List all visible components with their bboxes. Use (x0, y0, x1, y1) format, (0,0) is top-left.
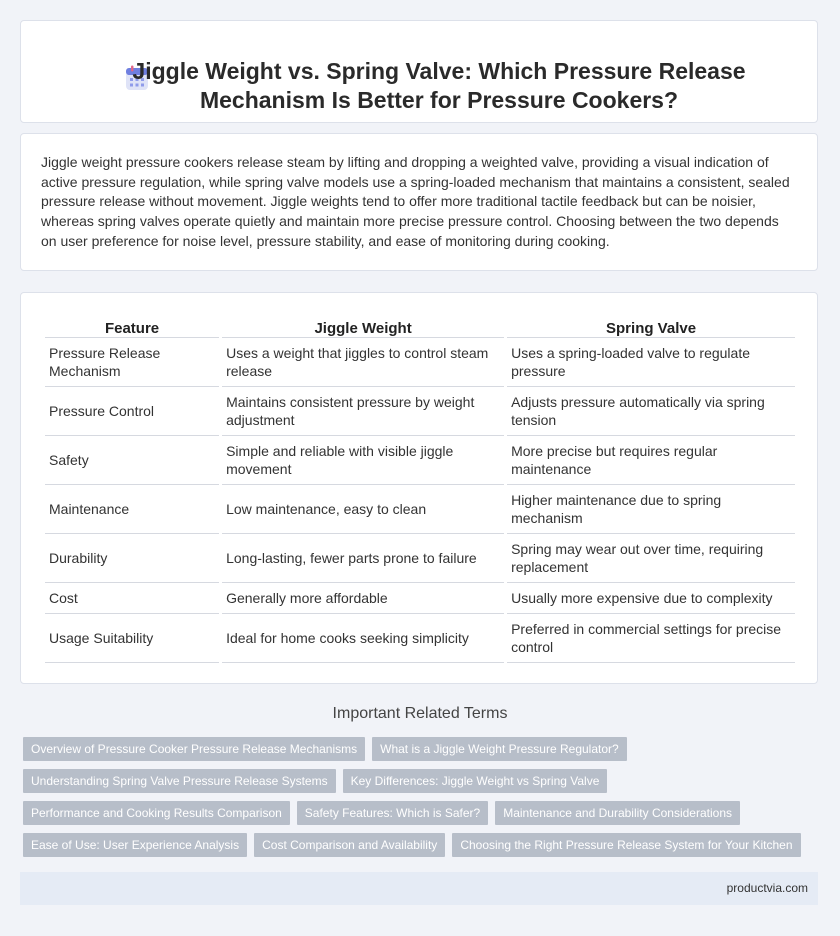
table-cell: More precise but requires regular maintenance (507, 436, 795, 485)
page-title: Jiggle Weight vs. Spring Valve: Which Pressure Release Mechanism Is Better for Pressure Cookers? (132, 58, 746, 113)
table-cell: Usage Suitability (45, 614, 219, 663)
related-term-tag[interactable]: Cost Comparison and Availability (254, 833, 445, 857)
related-terms-row (23, 769, 813, 793)
column-header-spring-valve: Spring Valve (507, 313, 795, 338)
table-cell: Low maintenance, easy to clean (222, 485, 504, 534)
table-row (45, 387, 795, 436)
related-term-tag[interactable]: What is a Jiggle Weight Pressure Regulator? (372, 737, 627, 761)
table-cell: Safety (45, 436, 219, 485)
table-cell: Preferred in commercial settings for precise control (507, 614, 795, 663)
related-term-tag[interactable]: Maintenance and Durability Considerations (495, 801, 740, 825)
related-term-tag[interactable]: Key Differences: Jiggle Weight vs Spring Valve (343, 769, 608, 793)
table-header-row (45, 313, 795, 338)
table-row (45, 614, 795, 663)
table-cell: Cost (45, 583, 219, 614)
table-cell: Simple and reliable with visible jiggle movement (222, 436, 504, 485)
related-terms-heading: Important Related Terms (332, 705, 508, 722)
related-term-tag[interactable]: Safety Features: Which is Safer? (297, 801, 488, 825)
comparison-table (42, 313, 798, 663)
related-term-tag[interactable]: Understanding Spring Valve Pressure Release Systems (23, 769, 336, 793)
related-term-tag[interactable]: Ease of Use: User Experience Analysis (23, 833, 247, 857)
related-terms-row (23, 737, 813, 761)
table-cell: Pressure Control (45, 387, 219, 436)
intro-card (20, 133, 818, 271)
table-cell: Long-lasting, fewer parts prone to failure (222, 534, 504, 583)
related-terms-row (23, 801, 813, 825)
table-cell: Pressure Release Mechanism (45, 338, 219, 387)
intro-paragraph: Jiggle weight pressure cookers release steam by lifting and dropping a weighted valve, providing a visual indication of active pressure regulation, while spring valve models use a spring-loaded mechanism that maintains a consistent, sealed pressure release without movement. Jiggle weights tend to offer more traditional tactile feedback but can be noisier, whereas spring valves operate quietly and maintain more precise pressure control. Choosing between the two depends on user preference for noise level, pressure stability, and ease of monitoring during cooking. (41, 154, 790, 249)
table-cell: Adjusts pressure automatically via spring tension (507, 387, 795, 436)
table-row (45, 534, 795, 583)
footer-site-name: productvia.com (726, 881, 808, 895)
footer (20, 872, 818, 905)
related-terms-list (23, 737, 813, 865)
table-cell: Maintenance (45, 485, 219, 534)
table-cell: Durability (45, 534, 219, 583)
related-terms-row (23, 833, 813, 857)
table-cell: Usually more expensive due to complexity (507, 583, 795, 614)
related-term-tag[interactable]: Overview of Pressure Cooker Pressure Release Mechanisms (23, 737, 365, 761)
comparison-table-card (20, 292, 818, 684)
table-cell: Ideal for home cooks seeking simplicity (222, 614, 504, 663)
table-cell: Spring may wear out over time, requiring replacement (507, 534, 795, 583)
table-row (45, 338, 795, 387)
title-card (20, 20, 818, 123)
table-row (45, 436, 795, 485)
table-row (45, 485, 795, 534)
related-term-tag[interactable]: Choosing the Right Pressure Release System for Your Kitchen (452, 833, 800, 857)
table-cell: Uses a weight that jiggles to control steam release (222, 338, 504, 387)
table-cell: Generally more affordable (222, 583, 504, 614)
table-row (45, 583, 795, 614)
column-header-jiggle-weight: Jiggle Weight (222, 313, 504, 338)
table-cell: Uses a spring-loaded valve to regulate pressure (507, 338, 795, 387)
column-header-feature: Feature (45, 313, 219, 338)
table-cell: Higher maintenance due to spring mechanism (507, 485, 795, 534)
related-term-tag[interactable]: Performance and Cooking Results Comparison (23, 801, 290, 825)
table-cell: Maintains consistent pressure by weight adjustment (222, 387, 504, 436)
